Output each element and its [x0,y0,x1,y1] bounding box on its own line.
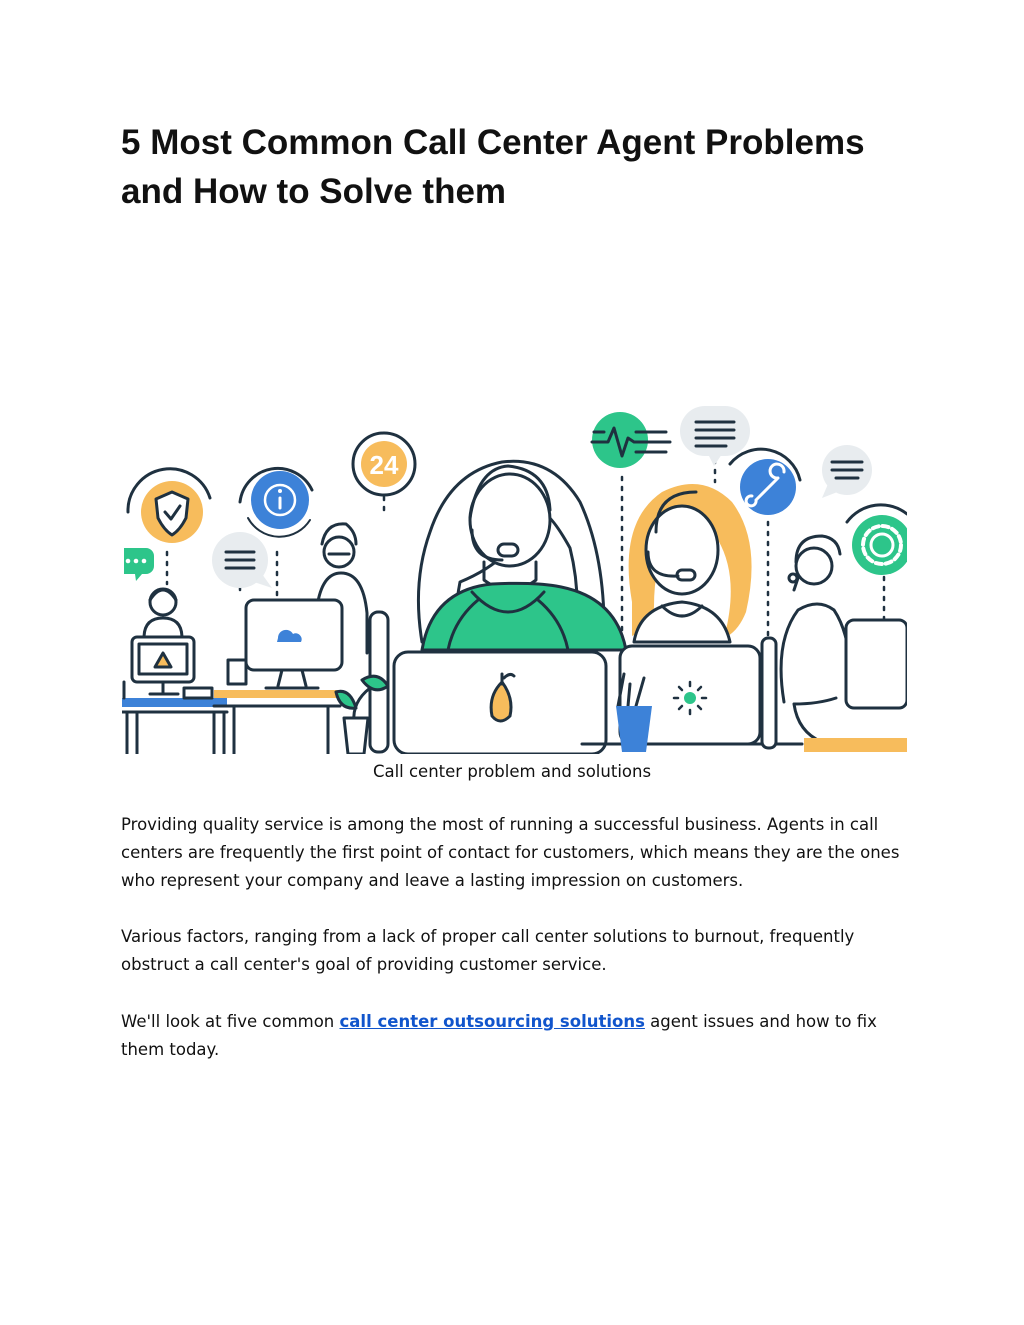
document-title: 5 Most Common Call Center Agent Problems and How to Solve them [121,123,865,211]
image-caption: Call center problem and solutions [372,762,652,781]
gear-icon [847,505,907,575]
call-center-outsourcing-link[interactable]: call center outsourcing solutions [339,1012,645,1031]
paragraph-text-before-link: We'll look at five common [121,1012,340,1031]
badge-24-text: 24 [369,450,399,480]
support-24-icon [353,433,415,495]
chat-bubble-icon [124,548,154,581]
shield-icon [128,469,210,543]
message-bubble-icon [212,532,272,588]
paragraph-factors: Various factors, ranging from a lack of proper call center solutions to burnout, frequently obstruct a call center's goal of providing customer service. [121,927,855,974]
paragraph-text-after-link: agent issues and how to fix them today. [121,1012,877,1059]
info-icon [240,468,312,536]
call-center-agents-illustration [122,402,907,754]
pulse-icon [592,412,670,468]
laptop-central [394,652,606,754]
agent-left-small [132,589,194,694]
message-bubble-icon [822,445,872,498]
agent-right-woman [629,484,752,642]
wrench-icon [730,449,800,515]
paragraph-intro: Providing quality service is among the most of running a successful business. Agents in call centers are frequently the first point of contact for customers, which means they are the ones who represent your company and leave a lasting impression on customers. [121,815,900,890]
agent-central [418,461,626,650]
paragraph-outsourcing [121,1008,901,1064]
